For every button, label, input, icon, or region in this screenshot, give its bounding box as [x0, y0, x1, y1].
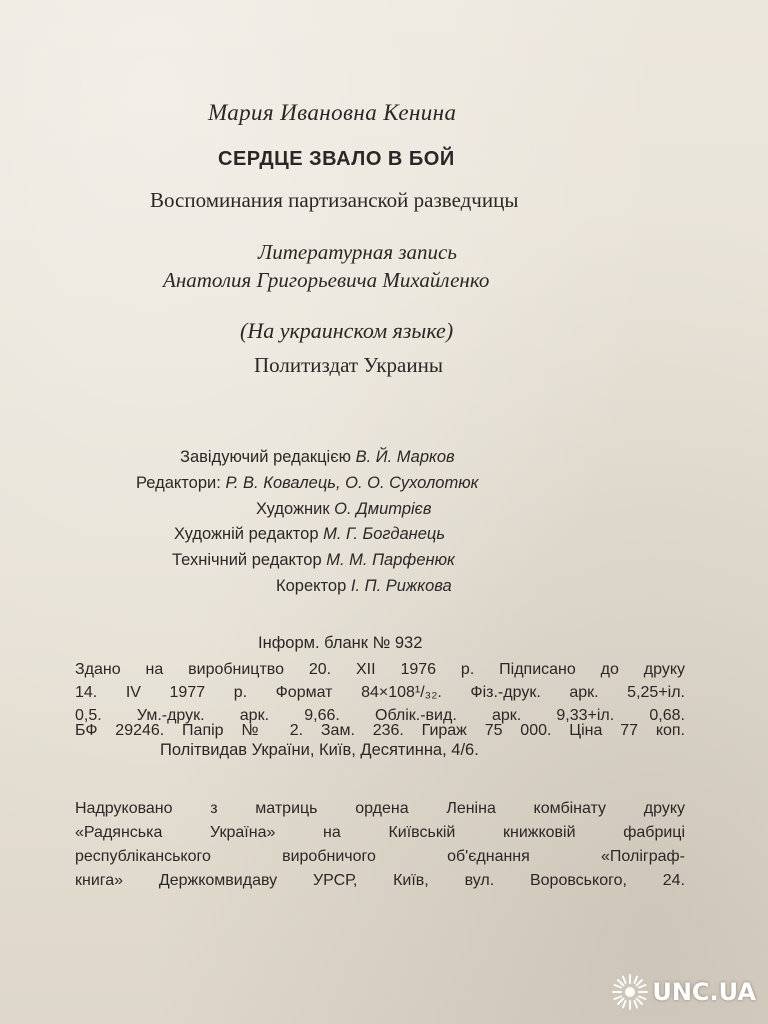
credit-person: І. П. Рижкова — [350, 577, 452, 595]
credit-row — [172, 551, 455, 570]
watermark — [610, 972, 756, 1012]
credit-person: М. М. Парфенюк — [326, 551, 455, 569]
book-title: СЕРДЦЕ ЗВАЛО В БОЙ — [218, 148, 455, 170]
credit-row — [174, 525, 445, 544]
credit-row — [136, 474, 478, 493]
credit-row — [276, 577, 452, 596]
imprint-line: Здано на виробництво 20. XII 1976 р. Підписано до друку — [75, 661, 685, 678]
info-blank-number: Інформ. бланк № 932 — [258, 634, 423, 652]
credit-person: О. Дмитрієв — [334, 500, 432, 518]
sunburst-logo-icon — [610, 972, 650, 1012]
credit-row — [180, 448, 455, 467]
credit-role: Завідуючий редакцією — [180, 448, 352, 466]
publisher-name: Политиздат Украины — [254, 353, 443, 377]
literary-record-line-2: Анатолия Григорьевича Михайленко — [163, 268, 490, 292]
printing-line: республіканського виробничого об'єднання «Поліграф- — [75, 848, 685, 865]
imprint-line: 0,5. Ум.-друк. арк. 9,66. Облік.-вид. арк. 9,33+іл. 0,68. — [75, 707, 685, 724]
printing-line: «Радянська Україна» на Київській книжковій фабриці — [75, 824, 685, 841]
author-name: Мария Ивановна Кенина — [208, 100, 457, 125]
credit-person: Р. В. Ковалець, О. О. Сухолотюк — [225, 474, 479, 492]
credit-row — [256, 500, 431, 519]
printing-line: книга» Держкомвидаву УРСР, Київ, вул. Воровського, 24. — [75, 872, 685, 889]
credit-role: Технічний редактор — [172, 551, 322, 569]
publisher-address: Політвидав України, Київ, Десятинна, 4/6. — [160, 741, 479, 759]
credit-role: Художник — [256, 500, 330, 518]
language-note: (На украинском языке) — [240, 318, 454, 343]
imprint-line: 14. IV 1977 р. Формат 84×108¹/₃₂. Фіз.-друк. арк. 5,25+іл. — [75, 684, 685, 701]
imprint-line: БФ 29246. Папір № 2. Зам. 236. Гираж 75 000. Ціна 77 коп. — [75, 722, 685, 739]
watermark-text: UNC.UA — [652, 978, 756, 1006]
credit-role: Коректор — [276, 577, 347, 595]
printing-line: Надруковано з матриць ордена Леніна комбінату друку — [75, 800, 685, 817]
credit-person: М. Г. Богданець — [323, 525, 446, 543]
book-subtitle: Воспоминания партизанской разведчицы — [150, 188, 519, 212]
credit-person: В. Й. Марков — [355, 448, 455, 466]
credit-role: Редактори: — [136, 474, 221, 492]
credit-role: Художній редактор — [174, 525, 319, 543]
literary-record-line-1: Литературная запись — [258, 240, 457, 264]
